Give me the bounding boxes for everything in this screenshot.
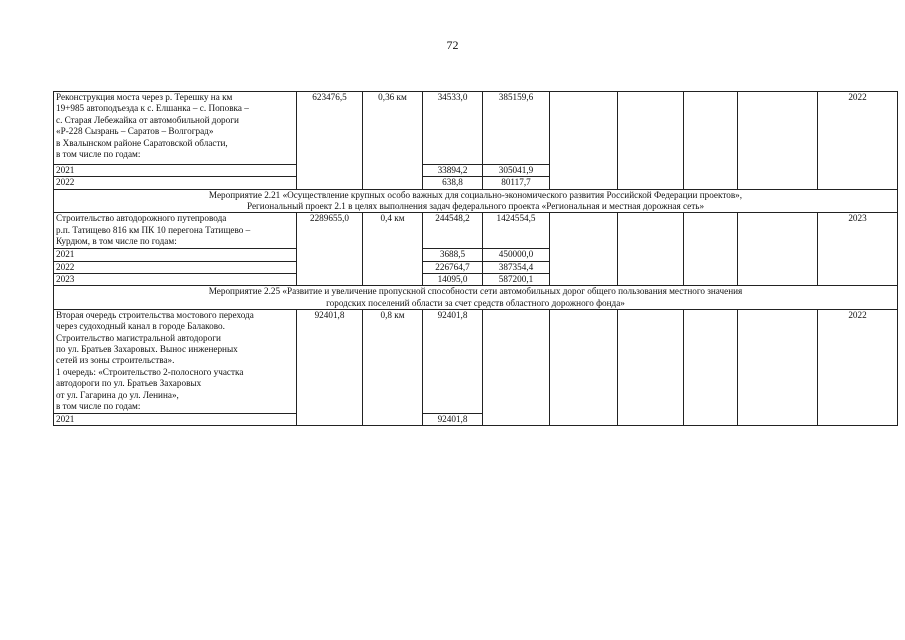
empty-cell: [618, 309, 684, 425]
project-name: Реконструкция моста через р. Терешку на км 19+985 автоподъезда к с. Елшанка – с. Поповка – с. Старая Лебежайка от автомобильной дороги «Р-228 Сызрань – Саратов – Волгоград» в Хвалынском районе Саратовской области, в том числе по годам:: [54, 92, 297, 165]
year-value-2: 80117,7: [483, 177, 550, 189]
event-heading: Мероприятие 2.25 «Развитие и увеличение пропускной способности сети автомобильных дорог общего пользования местного значения городских поселений области за счет средств областного дорожного фонда»: [54, 286, 898, 309]
year-value-1: 3688,5: [423, 249, 483, 261]
project-cost: 2289655,0: [297, 213, 363, 286]
year-value-1: 14095,0: [423, 274, 483, 286]
project-cost: 92401,8: [297, 309, 363, 425]
project-row: [54, 92, 898, 165]
project-row: [54, 213, 898, 249]
project-name: Вторая очередь строительства мостового перехода через судоходный канал в городе Балаково. Строительство магистральной автодороги по ул. Братьев Захаровых. Вынос инженерных сетей из зоны строительства». 1 очередь: «Строительство 2-полосного участка автодороги по ул. Братьев Захаровых от ул. Гагарина до ул. Ленина», в том числе по годам:: [54, 309, 297, 413]
empty-cell: [550, 92, 618, 190]
project-value-2: [483, 309, 550, 425]
project-length: 0,36 км: [363, 92, 423, 190]
year-value-2: 305041,9: [483, 165, 550, 177]
project-value-1: 34533,0: [423, 92, 483, 165]
project-value-1: 244548,2: [423, 213, 483, 249]
event-row: [54, 286, 898, 309]
empty-cell: [738, 213, 818, 286]
year-label: 2022: [54, 261, 297, 273]
empty-cell: [618, 92, 684, 190]
year-label: 2021: [54, 413, 297, 425]
empty-cell: [738, 309, 818, 425]
year-value-2: 587200,1: [483, 274, 550, 286]
project-cost: 623476,5: [297, 92, 363, 190]
project-year: 2022: [818, 92, 898, 190]
empty-cell: [684, 92, 738, 190]
year-value-2: 450000,0: [483, 249, 550, 261]
event-heading: Мероприятие 2.21 «Осуществление крупных особо важных для социально-экономического развития Российской Федерации проектов», Региональный проект 2.1 в целях выполнения задач федерального проекта «Региональная и местная дорожная сеть»: [54, 189, 898, 212]
year-value-1: 92401,8: [423, 413, 483, 425]
empty-cell: [550, 213, 618, 286]
project-row: [54, 309, 898, 413]
project-year: 2023: [818, 213, 898, 286]
empty-cell: [618, 213, 684, 286]
empty-cell: [550, 309, 618, 425]
year-label: 2023: [54, 274, 297, 286]
event-row: [54, 189, 898, 212]
empty-cell: [738, 92, 818, 190]
project-value-2: 1424554,5: [483, 213, 550, 249]
year-value-1: 33894,2: [423, 165, 483, 177]
year-value-1: 226764,7: [423, 261, 483, 273]
project-value-2: 385159,6: [483, 92, 550, 165]
year-value-2: 387354,4: [483, 261, 550, 273]
empty-cell: [684, 213, 738, 286]
year-label: 2021: [54, 249, 297, 261]
project-length: 0,8 км: [363, 309, 423, 425]
year-label: 2021: [54, 165, 297, 177]
program-table: [53, 91, 898, 426]
project-length: 0,4 км: [363, 213, 423, 286]
project-name: Строительство автодорожного путепровода р.п. Татищево 816 км ПК 10 перегона Татищево – Курдюм, в том числе по годам:: [54, 213, 297, 249]
empty-cell: [684, 309, 738, 425]
project-value-1: 92401,8: [423, 309, 483, 413]
year-value-1: 638,8: [423, 177, 483, 189]
year-label: 2022: [54, 177, 297, 189]
project-year: 2022: [818, 309, 898, 425]
page-number: 72: [446, 38, 459, 52]
